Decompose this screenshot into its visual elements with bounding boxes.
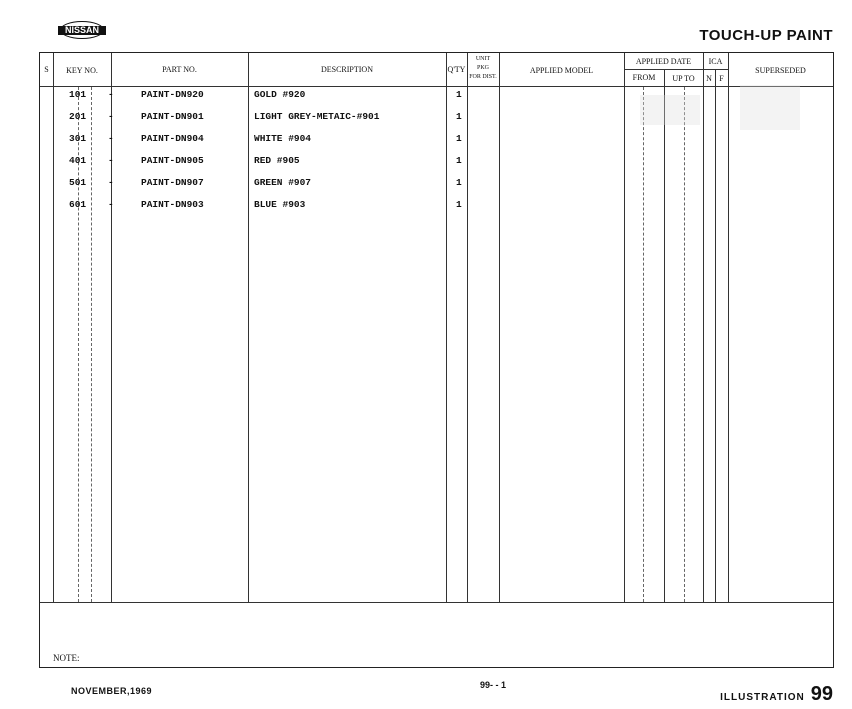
illustration-number: 99	[810, 683, 833, 705]
row-key-no: 601	[69, 199, 87, 210]
row-qty: 1	[456, 111, 462, 122]
row-description: BLUE #903	[254, 199, 306, 210]
header-unit: UNIT	[475, 56, 491, 62]
row-marker: -	[108, 133, 114, 144]
col-line	[703, 53, 704, 602]
row-key-no: 101	[69, 89, 87, 100]
row-qty: 1	[456, 199, 462, 210]
subheader-line	[624, 69, 728, 70]
nissan-logo	[60, 21, 104, 39]
row-marker: -	[108, 177, 114, 188]
header-pkg: PKG	[476, 65, 489, 71]
row-key-no: 201	[69, 111, 87, 122]
footer-page: 99- - 1	[480, 680, 507, 690]
row-part-no: PAINT-DN907	[141, 177, 204, 188]
row-marker: -	[108, 111, 114, 122]
row-part-no: PAINT-DN903	[141, 199, 204, 210]
col-line	[715, 69, 716, 602]
header-f: F	[719, 74, 724, 83]
row-description: WHITE #904	[254, 133, 312, 144]
row-qty: 1	[456, 155, 462, 166]
row-key-no: 301	[69, 133, 87, 144]
col-line	[53, 53, 54, 602]
header-applied-model: APPLIED MODEL	[529, 66, 594, 75]
row-marker: -	[108, 89, 114, 100]
row-part-no: PAINT-DN901	[141, 111, 204, 122]
col-line	[446, 53, 447, 602]
row-part-no: PAINT-DN905	[141, 155, 204, 166]
header-superseded: SUPERSEDED	[755, 66, 806, 75]
note-divider	[40, 602, 833, 603]
logo-text: NISSAN	[64, 25, 99, 35]
col-line	[664, 69, 665, 602]
row-description: GOLD #920	[254, 89, 306, 100]
col-line	[467, 53, 468, 602]
header-key-no: KEY NO.	[66, 66, 98, 75]
header-description: DESCRIPTION	[320, 65, 373, 74]
date-dash-line	[643, 87, 644, 602]
row-marker: -	[108, 199, 114, 210]
row-part-no: PAINT-DN904	[141, 133, 204, 144]
header-from: FROM	[632, 73, 656, 82]
row-part-no: PAINT-DN920	[141, 89, 204, 100]
header-part-no: PART NO.	[162, 65, 197, 74]
row-key-no: 501	[69, 177, 87, 188]
row-key-no: 401	[69, 155, 87, 166]
header-n: N	[706, 74, 712, 83]
footer-date: NOVEMBER,1969	[71, 686, 153, 696]
row-description: LIGHT GREY-METAIC-#901	[254, 111, 380, 122]
page-title: TOUCH-UP PAINT	[699, 27, 833, 44]
header-qty: Q'TY	[447, 65, 466, 74]
note-label: NOTE:	[53, 653, 80, 663]
date-dash-line	[684, 87, 685, 602]
key-dash-line	[91, 87, 92, 602]
header-ica: ICA	[708, 57, 723, 66]
col-line	[728, 53, 729, 602]
header-for-dist: FOR DIST.	[469, 74, 497, 80]
row-marker: -	[108, 155, 114, 166]
col-line	[624, 53, 625, 602]
header-s: S	[44, 65, 49, 74]
row-qty: 1	[456, 133, 462, 144]
header-applied-date: APPLIED DATE	[635, 57, 692, 66]
row-qty: 1	[456, 177, 462, 188]
col-line	[248, 53, 249, 602]
row-description: GREEN #907	[254, 177, 312, 188]
row-qty: 1	[456, 89, 462, 100]
footer-illustration	[720, 683, 833, 706]
illustration-label: ILLUSTRATION	[720, 692, 805, 703]
header-up-to: UP TO	[672, 74, 695, 83]
row-description: RED #905	[254, 155, 300, 166]
col-line	[499, 53, 500, 602]
